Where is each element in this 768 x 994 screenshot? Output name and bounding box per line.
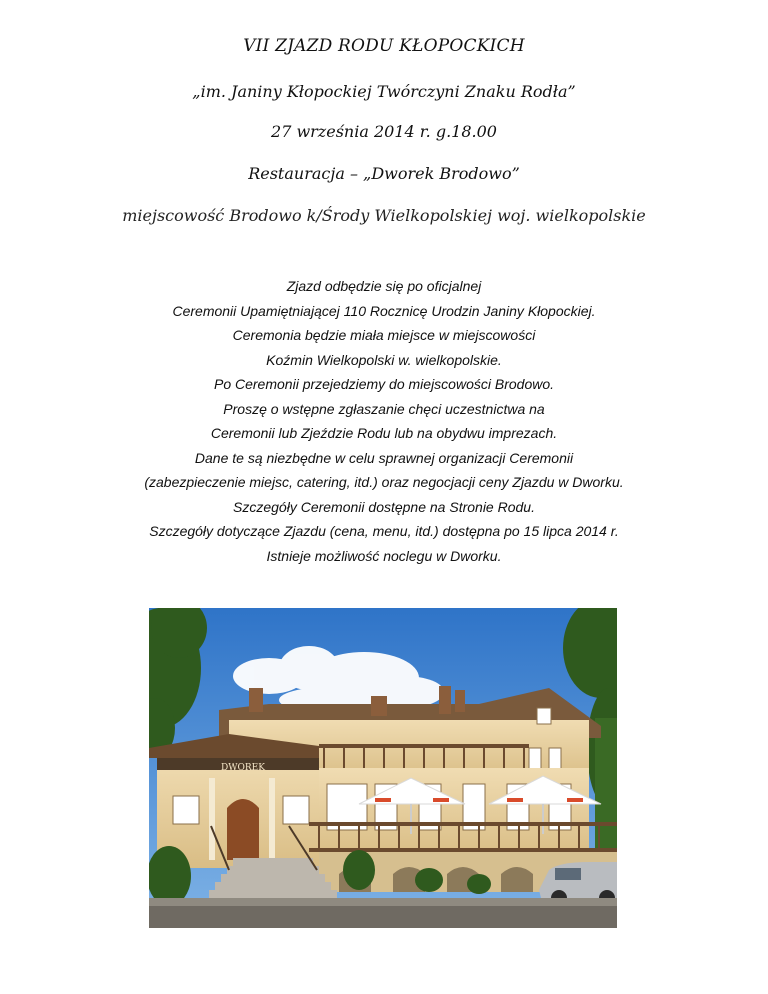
announcement-line: Dane te są niezbędne w celu sprawnej organizacji Ceremonii — [194, 449, 574, 466]
photo-balcony-rail — [319, 744, 529, 748]
photo-door — [227, 799, 259, 860]
announcement-line: Ceremonii Upamiętniającej 110 Rocznicę Urodzin Janiny Kłopockiej. — [172, 302, 596, 319]
announcement-line: Szczegóły Ceremonii dostępne na Stronie Rodu. — [233, 498, 535, 515]
announcement-line: Po Ceremonii przejedziemy do miejscowości Brodowo. — [213, 376, 555, 392]
announcement-line: Istnieje możliwość noclegu w Dworku. — [266, 547, 502, 564]
event-location: miejscowość Brodowo k/Środy Wielkopolskiej woj. wielkopolskie — [122, 206, 646, 225]
announcement-line: (zabezpieczenie miejsc, catering, itd.) oraz negocjacji ceny Zjazdu w Dworku. — [144, 474, 624, 490]
photo-sign: DWOREK — [221, 763, 265, 773]
document-subtitle: „im. Janiny Kłopockiej Twórczyni Znaku Rodła” — [192, 82, 576, 101]
event-date: 27 września 2014 r. g.18.00 — [271, 122, 497, 141]
event-venue: Restauracja – „Dworek Brodowo” — [248, 164, 520, 183]
announcement-line: Zjazd odbędzie się po oficjalnej — [286, 278, 482, 294]
photo-terrace-rail — [309, 822, 617, 826]
announcement-line: Proszę o wstępne zgłaszanie chęci uczestnictwa na — [223, 400, 545, 417]
announcement-line: Ceremonii lub Zjeździe Rodu lub na obydwu imprezach. — [210, 425, 558, 441]
announcement-line: Koźmin Wielkopolski w. wielkopolskie. — [266, 351, 502, 368]
manor-photo — [149, 608, 617, 928]
announcement-line: Ceremonia będzie miała miejsce w miejscowości — [232, 327, 536, 343]
announcement-line: Szczegóły dotyczące Zjazdu (cena, menu, itd.) dostępna po 15 lipca 2014 r. — [149, 523, 619, 539]
announcement-text — [0, 274, 768, 568]
document-title: VII ZJAZD RODU KŁOPOCKICH — [243, 36, 525, 56]
